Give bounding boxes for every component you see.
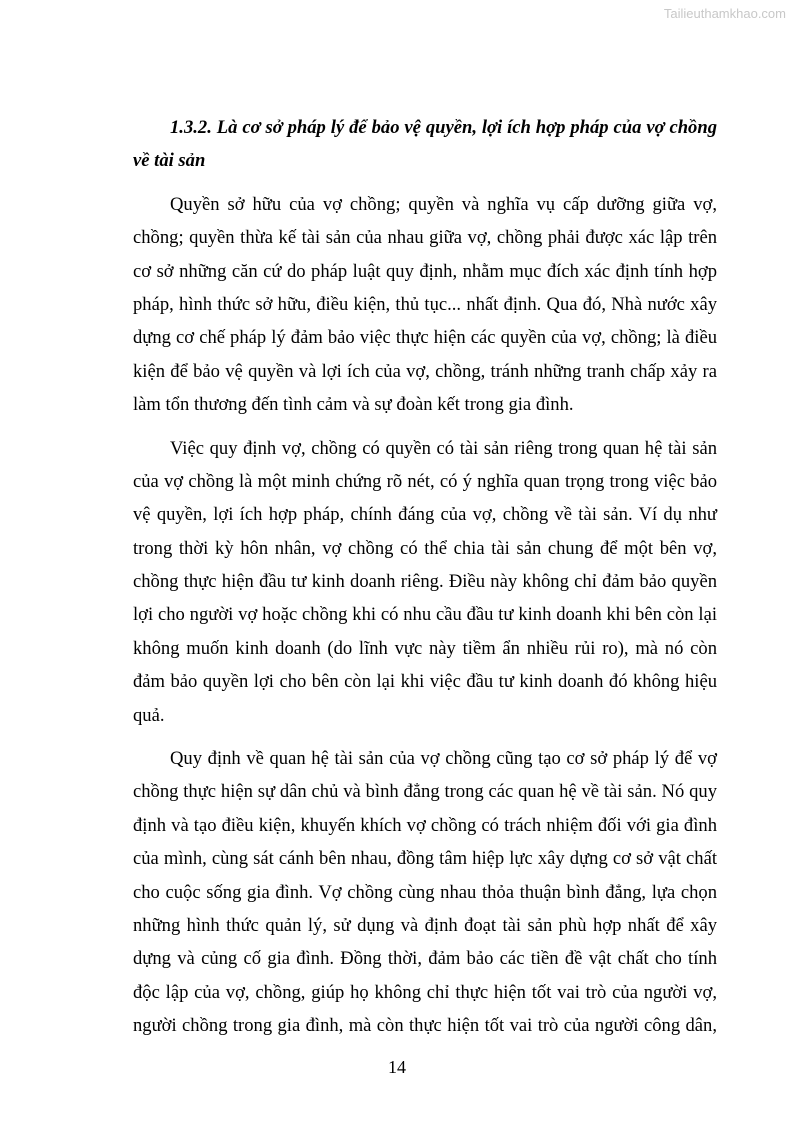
text-line: quả. [133,704,165,726]
text-line: dựng và củng cố gia đình. Đồng thời, đảm bảo các tiền đề vật chất cho tính [133,948,717,970]
text-line: chồng; quyền thừa kế tài sản của nhau giữa vợ, chồng phải được xác lập trên [133,227,717,249]
text-line: Quyền sở hữu của vợ chồng; quyền và nghĩa vụ cấp dưỡng giữa vợ, [170,193,717,215]
text-line: dựng cơ chế pháp lý đảm bảo việc thực hiện các quyền của vợ, chồng; là điều [133,327,717,349]
text-line: của mình, cùng sát cánh bên nhau, đồng tâm hiệp lực xây dựng cơ sở vật chất [133,848,717,870]
text-line: cho cuộc sống gia đình. Vợ chồng cùng nhau thỏa thuận bình đẳng, lựa chọn [133,881,717,903]
text-line: trong thời kỳ hôn nhân, vợ chồng có thể chia tài sản chung để một bên vợ, [133,537,717,559]
text-line: Việc quy định vợ, chồng có quyền có tài sản riêng trong quan hệ tài sản [170,437,717,459]
text-line: định và tạo điều kiện, khuyến khích vợ chồng có trách nhiệm đối với gia đình [133,814,717,836]
text-line: chồng thực hiện sự dân chủ và bình đẳng trong các quan hệ về tài sản. Nó quy [133,781,717,803]
text-line: của vợ chồng là một minh chứng rõ nét, có ý nghĩa quan trọng trong việc bảo [133,470,717,492]
watermark: Tailieuthamkhao.com [663,6,786,21]
text-line: làm tổn thương đến tình cảm và sự đoàn kết trong gia đình. [133,394,574,416]
text-line: Quy định về quan hệ tài sản của vợ chồng cũng tạo cơ sở pháp lý để vợ [170,748,717,770]
document-body [133,111,717,1053]
section-heading [133,111,717,178]
text-line: đảm bảo quyền lợi cho bên còn lại khi việc đầu tư kinh doanh đó không hiệu [133,671,717,693]
text-line: pháp, hình thức sở hữu, điều kiện, thủ tục... nhất định. Qua đó, Nhà nước xây [133,293,717,315]
text-line: chồng thực hiện đầu tư kinh doanh riêng. Điều này không chỉ đảm bảo quyền [133,571,717,593]
heading-line: về tài sản [133,150,206,172]
text-line: những hình thức quản lý, sử dụng và định đoạt tài sản phù hợp nhất để xây [133,914,717,936]
text-line: vệ quyền, lợi ích hợp pháp, chính đáng của vợ, chồng về tài sản. Ví dụ như [133,504,717,526]
heading-line: 1.3.2. Là cơ sở pháp lý để bảo vệ quyền, lợi ích hợp pháp của vợ chồng [170,117,717,138]
paragraph-3 [133,742,717,1043]
paragraph-1 [133,188,717,422]
text-line: độc lập của vợ, chồng, giúp họ không chỉ thực hiện tốt vai trò của người vợ, [133,981,717,1003]
text-line: kiện để bảo vệ quyền và lợi ích của vợ, chồng, tránh những tranh chấp xảy ra [133,360,717,382]
text-line: người chồng trong gia đình, mà còn thực hiện tốt vai trò của người công dân, [133,1015,717,1037]
text-line: lợi cho người vợ hoặc chồng khi có nhu cầu đầu tư kinh doanh khi bên còn lại [133,604,717,626]
text-line: cơ sở những căn cứ do pháp luật quy định, nhằm mục đích xác định tính hợp [133,260,717,282]
paragraph-2 [133,432,717,733]
page-number: 14 [388,1057,406,1077]
text-line: không muốn kinh doanh (do lĩnh vực này tiềm ẩn nhiều rủi ro), mà nó còn [133,637,717,659]
